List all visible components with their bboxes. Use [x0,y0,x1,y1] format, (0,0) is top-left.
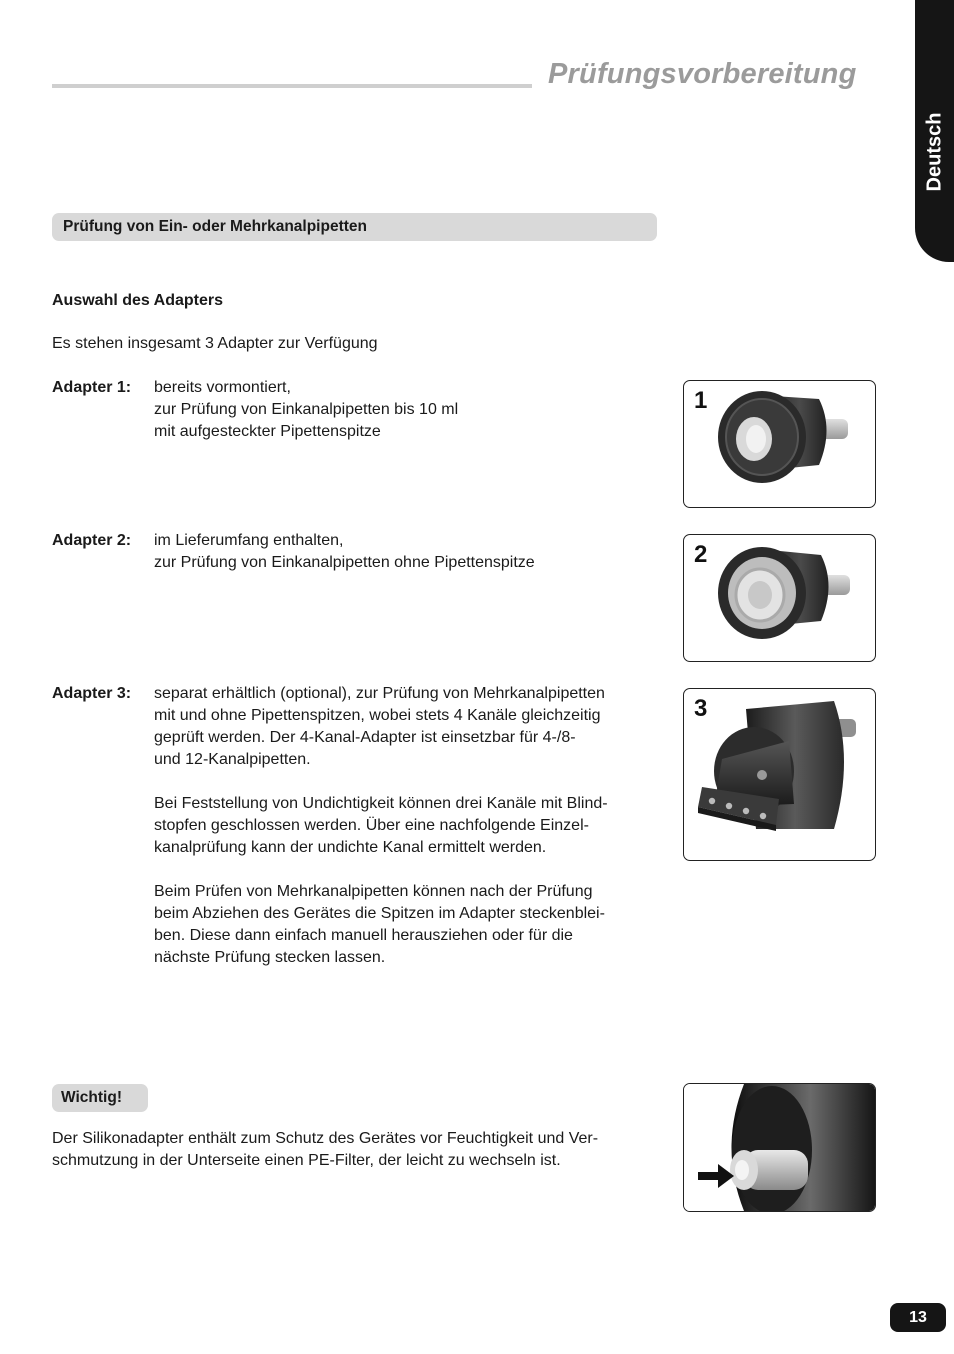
filter-illustration [684,1084,875,1211]
description-line: ben. Diese dann einfach manuell herausziehen oder für die [154,927,573,944]
description-line: beim Abziehen des Gerätes die Spitzen im Adapter steckenblei- [154,905,605,922]
description-line: im Lieferumfang enthalten, [154,532,344,549]
description-line: geprüft werden. Der 4-Kanal-Adapter ist einsetzbar für 4-/8- [154,729,576,746]
description-line: und 12-Kanalpipetten. [154,751,311,768]
figure-number: 3 [694,695,708,722]
figure-number: 1 [694,387,708,414]
page-number: 13 [890,1303,946,1332]
language-tab-label: Deutsch [923,112,945,192]
note-line: Der Silikonadapter enthält zum Schutz des Gerätes vor Feuchtigkeit und Ver- [52,1130,599,1147]
important-badge-label: Wichtig! [61,1089,122,1106]
adapter-3-label: Adapter 3: [52,685,132,702]
intro-text: Es stehen insgesamt 3 Adapter zur Verfügung [52,335,378,352]
adapter-3-illustration [684,689,875,860]
description-line: Beim Prüfen von Mehrkanalpipetten können nach der Prüfung [154,883,593,900]
figure-number: 2 [694,541,708,568]
adapter-2-illustration [684,535,875,661]
important-note-text [52,1128,598,1172]
page-title: Prüfungsvorbereitung [548,58,857,90]
description-line [154,771,608,793]
section-heading: Prüfung von Ein- oder Mehrkanalpipetten [63,218,367,235]
adapter-2-label: Adapter 2: [52,532,132,549]
description-line [154,859,608,881]
adapter-1-illustration [684,381,875,507]
description-line: nächste Prüfung stecken lassen. [154,949,386,966]
description-line: zur Prüfung von Einkanalpipetten bis 10 ml [154,401,459,418]
description-line: zur Prüfung von Einkanalpipetten ohne Pipettenspitze [154,554,535,571]
language-tab [915,0,954,262]
adapter-1-photo [683,380,876,508]
adapter-2-description [154,530,535,574]
description-line: kanalprüfung kann der undichte Kanal ermittelt werden. [154,839,547,856]
important-badge [52,1084,148,1112]
adapter-1-label: Adapter 1: [52,379,132,396]
subsection-heading: Auswahl des Adapters [52,292,224,309]
description-line: mit und ohne Pipettenspitzen, wobei stets 4 Kanäle gleichzeitig [154,707,601,724]
description-line: mit aufgesteckter Pipettenspitze [154,423,381,440]
description-line: separat erhältlich (optional), zur Prüfung von Mehrkanalpipetten [154,685,605,702]
filter-photo [683,1083,876,1212]
adapter-3-description [154,683,608,969]
note-line: schmutzung in der Unterseite einen PE-Filter, der leicht zu wechseln ist. [52,1152,561,1169]
description-line: bereits vormontiert, [154,379,291,396]
header-rule [52,84,532,88]
adapter-2-photo [683,534,876,662]
adapter-3-photo [683,688,876,861]
description-line: stopfen geschlossen werden. Über eine nachfolgende Einzel- [154,817,589,834]
description-line: Bei Feststellung von Undichtigkeit können drei Kanäle mit Blind- [154,795,608,812]
section-heading-bar [52,213,657,241]
adapter-1-description [154,377,458,443]
